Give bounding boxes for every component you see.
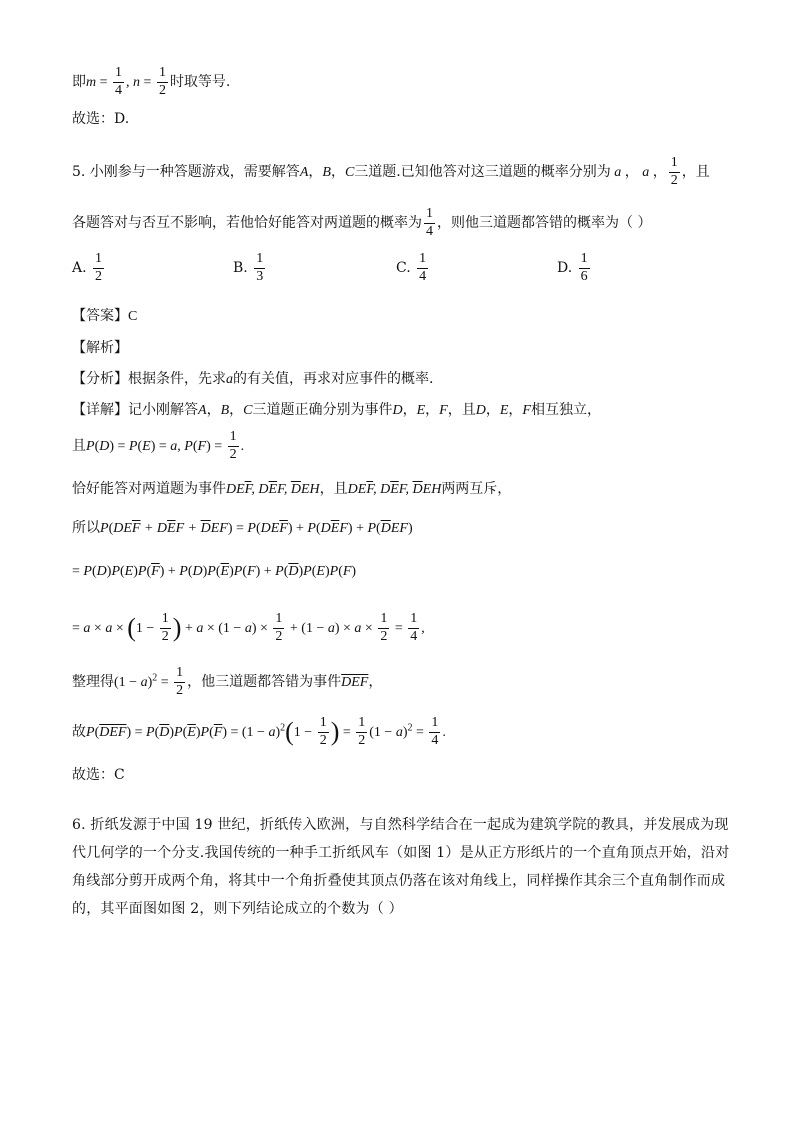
exact-two-events-line: 恰好能答对两道题为事件$DE\overline{F}$, $D\overline{E}F$, $\overline{D}EH$，且$DE\overline{F}$, $D\overline{E}F$, $\overline{D}EH$两两互斥， <box>72 481 512 497</box>
q4-equality-line: 即m = $\frac{1}{4}$ , n = $\frac{1}{2}$ 时取等号. <box>72 65 231 98</box>
option-c[interactable]: C. $\frac{1}{4}$ <box>396 251 427 284</box>
final-eq-line: 故$P(\overline{DEF}) = P(\overline{D})P(\overline{E})P(\overline{F}) = (1 - a)^2(1$ − $\frac{1}{2}$ ) = $\frac{1}{2}$ $(1 - a)^2$ = $\frac{1}{4}$ . <box>72 715 446 748</box>
prob-given-line: 且P(D) = P(E) = a, P(F) = $\frac{1}{2}$ . <box>72 429 245 462</box>
q5-result: 故选：C <box>72 767 125 783</box>
tidy-line: 整理得$(1 - a)^2$ = $\frac{1}{2}$ ，他三道题都答错为事件$\overline{DEF}$， <box>72 665 383 698</box>
option-a[interactable]: A. $\frac{1}{2}$ <box>72 251 103 284</box>
analysis-heading: 【解析】 <box>72 340 128 356</box>
xiangjie-line: 【详解】记小刚解答A，B，C三道题正确分别为事件D，E，F，且D，E，F相互独立， <box>72 402 601 418</box>
q5-stem-line2: 各题答对与否互不影响，若他恰好能答对两道题的概率为 $\frac{1}{4}$ ，则他三道题都答错的概率为（ ） <box>72 206 652 239</box>
eq-line-3: = a × a × (1 − $\frac{1}{2}$ ) + a × (1 − a) × $\frac{1}{2}$ + (1 − a) × a × $\frac{1}{2}$ = $\frac{1}{4}$ , <box>72 611 425 644</box>
fenxi-line: 【分析】根据条件，先求a的有关值，再求对应事件的概率. <box>72 371 434 387</box>
eq-line-1: 所以$P(DE\overline{F} + D\overline{E}F + \overline{D}EF) = P(DE\overline{F}) + P(D\overline{E}F) + P(\overline{D}EF)$ <box>72 520 413 536</box>
q4-answer: 故选：D. <box>72 111 130 127</box>
q6-line-1: 6. 折纸发源于中国 19 世纪，折纸传入欧洲，与自然科学结合在一起成为建筑学院的教具，并发展成为现 <box>72 817 729 833</box>
option-d[interactable]: D. $\frac{1}{6}$ <box>557 251 588 284</box>
option-b[interactable]: B. $\frac{1}{3}$ <box>233 251 264 284</box>
q6-line-4: 的，其平面图如图 2，则下列结论成立的个数为（ ） <box>72 901 403 917</box>
q6-line-2: 代几何学的一个分支.我国传统的一种手工折纸风车（如图 1）是从正方形纸片的一个直角顶点开始，沿对 <box>72 845 730 861</box>
q5-stem-line1: 5. 小刚参与一种答题游戏，需要解答A，B，C三道题.已知他答对这三道题的概率分别为 a ， a ， $\frac{1}{2}$ ，且 <box>72 155 710 188</box>
eq-line-2: = $P(D)P(E)P(\overline{F}) + P(D)P(\overline{E})P(F) + P(\overline{D})P(E)P(F)$ <box>72 564 357 579</box>
answer-line: 【答案】C <box>72 308 138 324</box>
q6-line-3: 角线部分剪开成两个角，将其中一个角折叠使其顶点仍落在该对角线上，同样操作其余三个直角制作而成 <box>72 873 726 889</box>
